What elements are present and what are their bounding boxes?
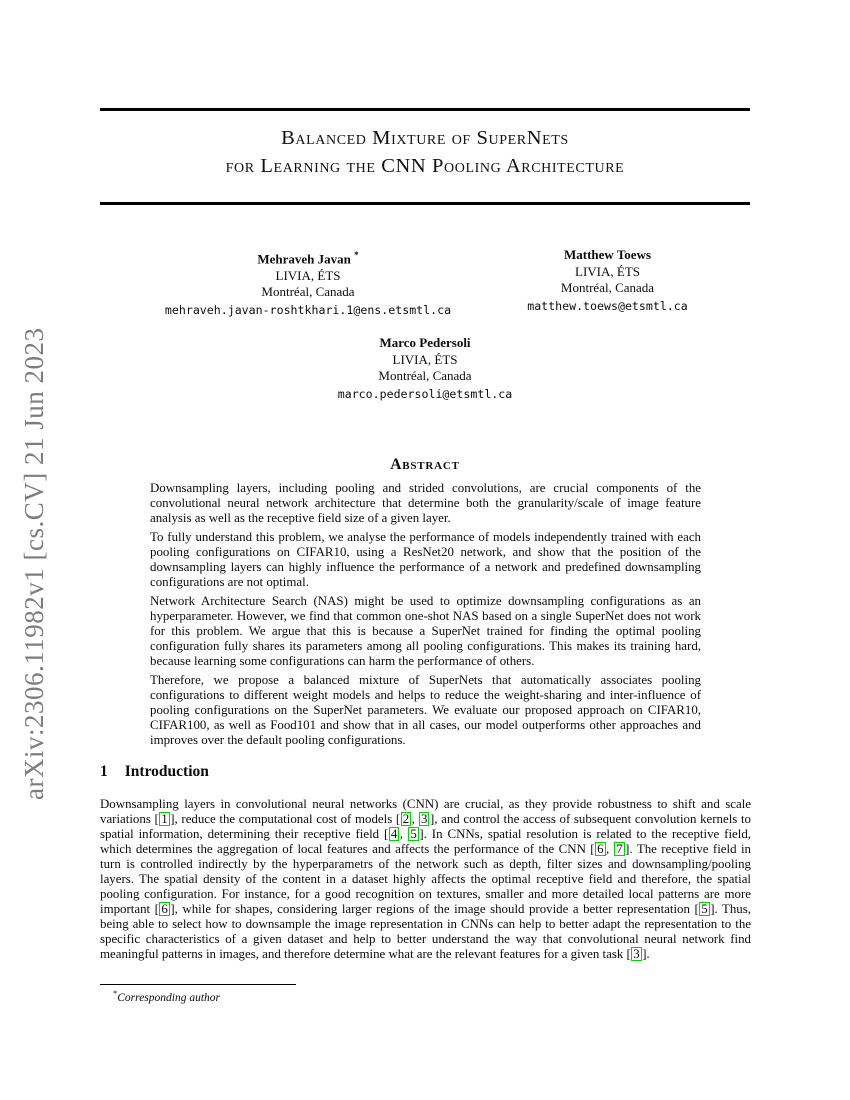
citation-link[interactable]: 7 — [616, 842, 623, 856]
citation-link[interactable]: 1 — [161, 812, 168, 826]
intro-paragraph: Downsampling layers in convolutional neural networks (CNN) are crucial, as they provide robustness to shift and scale variations [ 1 ], reduce the computational cost of models [ 2 , 3 ], and control the access of subsequent convolution kernels to spatial information, determining their receptive field [ 4 , 5 ]. In CNNs, spatial resolution is related to the receptive field, which determines the aggregation of local features and affects the performance of the CNN [ 6 , 7 ]. The receptive field in turn is controlled indirectly by the hyperparametrs of the network such as depth, filter sizes and downsampling/pooling layers. The spatial density of the content in a dataset highly affects the optimal receptive field and therefore, the spatial pooling configuration. For instance, for a good recognition on textures, smaller and more detailed local patterns are more important [ 6 ], while for shapes, considering larger regions of the image should provide a better representation [ 5 ]. Thus, being able to select how to downsample the image representation in CNNs can help to better adapt the representation to the specific characteristics of a given dataset and help to better understand the way that convolutional neural network find meaningful patterns in images, and therefore determine what are the relevant features for a given task [ 3 ]. — [100, 797, 752, 961]
title-rule-top — [100, 108, 750, 111]
author-block — [460, 247, 755, 314]
citation-link[interactable]: 5 — [410, 827, 417, 841]
citation-link[interactable]: 3 — [633, 947, 640, 961]
author-asterisk: * — [354, 250, 359, 260]
author-location: Montréal, Canada — [378, 368, 472, 383]
citation-link[interactable]: 6 — [597, 842, 604, 856]
author-affiliation: LIVIA, ÉTS — [275, 267, 341, 283]
citation-link[interactable]: 6 — [161, 902, 168, 916]
author-block — [133, 247, 483, 318]
author-email: mehraveh.javan-roshtkhari.1@ens.etsmtl.ca — [164, 302, 452, 317]
abstract-paragraph: Therefore, we propose a balanced mixture of SuperNets that automatically associates pooling configurations to different weight models and helps to reduce the weight-sharing and inter-influence of pooling configurations on the SuperNet parameters. We evaluate our proposed approach on CIFAR10, CIFAR100, as well as Food101 and show that in all cases, our model outperforms other approaches and improves over the default pooling configurations. — [150, 673, 701, 747]
citation-link[interactable]: 2 — [402, 812, 410, 826]
author-name-text: Marco Pedersoli — [379, 335, 471, 350]
author-name — [460, 247, 755, 264]
author-email: marco.pedersoli@etsmtl.ca — [337, 386, 513, 401]
author-name-text: Mehraveh Javan — [257, 251, 351, 267]
footnote — [100, 988, 513, 1004]
author-name — [100, 335, 750, 352]
author-name-text: Matthew Toews — [563, 247, 652, 262]
paper-title-line2: for Learning the CNN Pooling Architecture — [225, 155, 625, 177]
author-location: Montréal, Canada — [560, 280, 655, 295]
paper-title-line1: Balanced Mixture of SuperNets — [281, 127, 569, 149]
section-title: Introduction — [124, 763, 209, 780]
abstract-paragraph: Downsampling layers, including pooling and strided convolutions, are crucial components of the convolutional neural network architecture that determine both the granularity/scale of image feature analysis as well as the receptive field size of a given layer. — [150, 481, 701, 525]
author-block — [100, 335, 750, 402]
arxiv-watermark: arXiv:2306.11982v1 [cs.CV] 21 Jun 2023 — [19, 327, 49, 800]
title-rule-bottom — [100, 202, 750, 205]
author-name — [133, 247, 483, 268]
footnote-mark: * — [113, 988, 118, 998]
author-location: Montréal, Canada — [261, 284, 355, 300]
footnote-text: Corresponding author — [117, 991, 221, 1004]
section-number: 1 — [100, 763, 108, 780]
author-email: matthew.toews@etsmtl.ca — [527, 298, 688, 313]
abstract-body — [150, 481, 701, 752]
citation-link[interactable]: 4 — [390, 827, 398, 841]
abstract-paragraph: To fully understand this problem, we analyse the performance of models independently trained with each pooling configurations on CIFAR10, using a ResNet20 network, and show that the position of the downsampling layers can highly influence the performance of a network and predefined downsampling configurations are not optimal. — [150, 530, 701, 589]
citation-link[interactable]: 5 — [701, 902, 708, 916]
paper-title — [100, 124, 750, 180]
author-affiliation: LIVIA, ÉTS — [392, 351, 458, 367]
author-affiliation: LIVIA, ÉTS — [575, 263, 640, 279]
abstract-heading: Abstract — [390, 456, 460, 473]
abstract-paragraph: Network Architecture Search (NAS) might be used to optimize downsampling configurations as an hyperparameter. However, we find that common one-shot NAS based on a single SuperNet does not work for this problem. We argue that this is because a SuperNet trained for finding the optimal pooling configuration fully shares its parameters among all pooling configurations. This makes its training hard, because learning some configurations can harm the performance of others. — [150, 594, 701, 668]
section-heading — [100, 763, 209, 781]
footnote-rule — [100, 984, 296, 985]
citation-link[interactable]: 3 — [421, 812, 428, 826]
